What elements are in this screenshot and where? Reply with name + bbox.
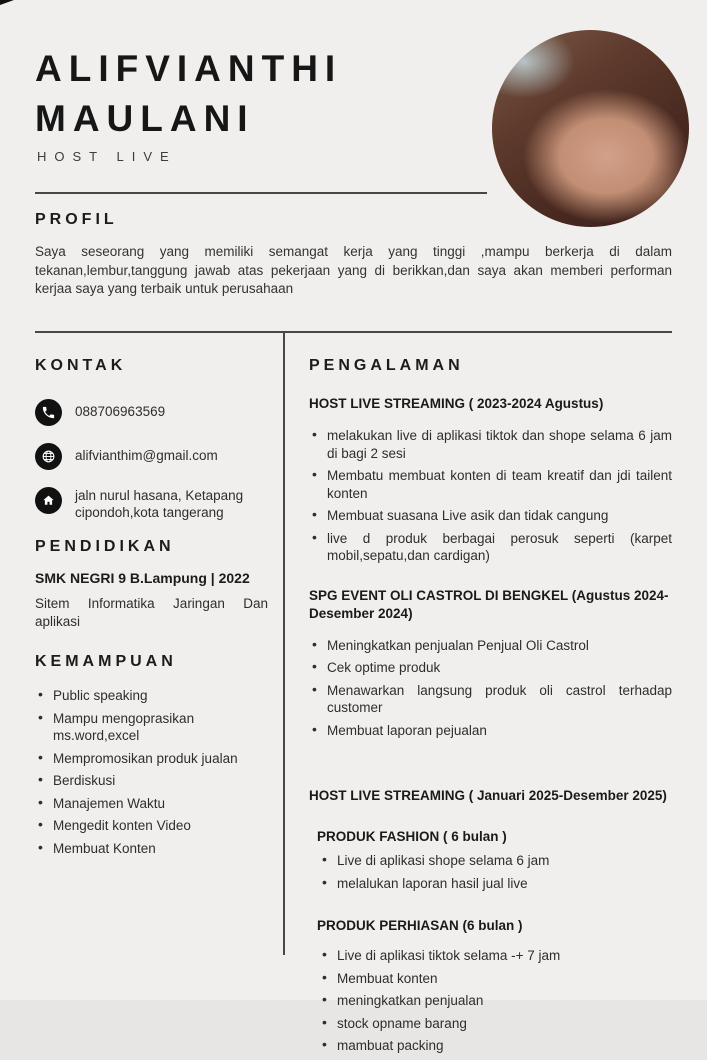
- phone-icon: [35, 399, 62, 426]
- skill-item: • Mampu mengoprasikan ms.word,excel: [35, 710, 268, 745]
- contact-phone: [35, 399, 268, 426]
- scan-corner-artifact: [0, 0, 14, 5]
- job2-title: SPG EVENT OLI CASTROL DI BENGKEL (Agustus 2024-Desember 2024): [309, 587, 669, 621]
- job-bullet: • Membuat laporan pejualan: [309, 722, 672, 740]
- pengalaman-heading: PENGALAMAN: [309, 357, 464, 374]
- pendidikan-heading: PENDIDIKAN: [35, 538, 175, 555]
- right-column: [309, 357, 672, 1060]
- job2-bullets: [309, 637, 672, 740]
- job-bullet: • stock opname barang: [319, 1015, 672, 1033]
- job-bullet: • meningkatkan penjualan: [319, 992, 672, 1010]
- job1-bullets: [309, 427, 672, 565]
- school-major: Sitem Informatika Jaringan Dan aplikasi: [35, 596, 268, 629]
- page-title: [35, 44, 342, 144]
- globe-icon: [35, 443, 62, 470]
- skills-list: [35, 687, 268, 857]
- job-bullet: • Cek optime produk: [309, 659, 672, 677]
- job-bullet: • Meningkatkan penjualan Penjual Oli Castrol: [309, 637, 672, 655]
- left-column: [35, 357, 268, 862]
- sub2-bullets: [319, 947, 672, 1055]
- job-bullet: • mambuat packing: [319, 1037, 672, 1055]
- column-divider: [283, 332, 285, 955]
- school-name: SMK NEGRI 9 B.Lampung | 2022: [35, 570, 250, 586]
- job3-sub-fashion: [317, 829, 672, 1055]
- sub1-title: PRODUK FASHION ( 6 bulan ): [317, 829, 507, 844]
- role-subtitle: HOST LIVE: [37, 149, 177, 164]
- kontak-heading: KONTAK: [35, 357, 127, 374]
- skill-item: • Mengedit konten Video: [35, 817, 268, 835]
- job-bullet: • live d produk berbagai perosuk seperti (karpet mobil,sepatu,dan cardigan): [309, 530, 672, 565]
- header-divider: [35, 192, 487, 194]
- job-bullet: • Live di aplikasi tiktok selama -+ 7 jam: [319, 947, 672, 965]
- profil-text: Saya seseorang yang memiliki semangat kerja yang tinggi ,mampu berkerja di dalam tekanan,lembur,tanggung jawab atas pekerjaan yang di berikkan,dan saya akan memberi performan kerjaa saya yang terbaik untuk perusahaan: [35, 244, 672, 296]
- phone-number: 088706963569: [75, 404, 166, 419]
- contact-list: [35, 399, 268, 521]
- job-bullet: • melalukan laporan hasil jual live: [319, 875, 672, 893]
- job-bullet: • Membuat konten: [319, 970, 672, 988]
- job-bullet: • melakukan live di aplikasi tiktok dan shope selama 6 jam di bagi 2 sesi: [309, 427, 672, 462]
- contact-address: [35, 487, 268, 521]
- job-bullet: • Membatu membuat konten di team kreatif dan jdi tailent konten: [309, 467, 672, 502]
- skill-item: • Public speaking: [35, 687, 268, 705]
- home-icon: [35, 487, 62, 514]
- sub2-title: PRODUK PERHIASAN (6 bulan ): [317, 918, 523, 933]
- job-bullet: • Live di aplikasi shope selama 6 jam: [319, 852, 672, 870]
- profile-photo: [492, 30, 689, 227]
- skill-item: • Berdiskusi: [35, 772, 268, 790]
- skill-item: • Membuat Konten: [35, 840, 268, 858]
- kemampuan-heading: KEMAMPUAN: [35, 653, 177, 670]
- skill-item: • Manajemen Waktu: [35, 795, 268, 813]
- sub1-bullets: [319, 852, 672, 892]
- profil-heading: PROFIL: [35, 211, 118, 228]
- job-bullet: • Menawarkan langsung produk oli castrol terhadap customer: [309, 682, 672, 717]
- name-line-1: ALIFVIANTHI: [35, 48, 343, 89]
- contact-email: [35, 443, 268, 470]
- address-text: jaln nurul hasana, Ketapang cipondoh,kota tangerang: [75, 488, 244, 520]
- name-line-2: MAULANI: [35, 98, 255, 139]
- email-address: alifvianthim@gmail.com: [75, 448, 218, 463]
- job1-title: HOST LIVE STREAMING ( 2023-2024 Agustus): [309, 396, 604, 411]
- section-divider: [35, 331, 672, 333]
- job3-title: HOST LIVE STREAMING ( Januari 2025-Desember 2025): [309, 788, 667, 803]
- skill-item: • Mempromosikan produk jualan: [35, 750, 268, 768]
- job-bullet: • Membuat suasana Live asik dan tidak cangung: [309, 507, 672, 525]
